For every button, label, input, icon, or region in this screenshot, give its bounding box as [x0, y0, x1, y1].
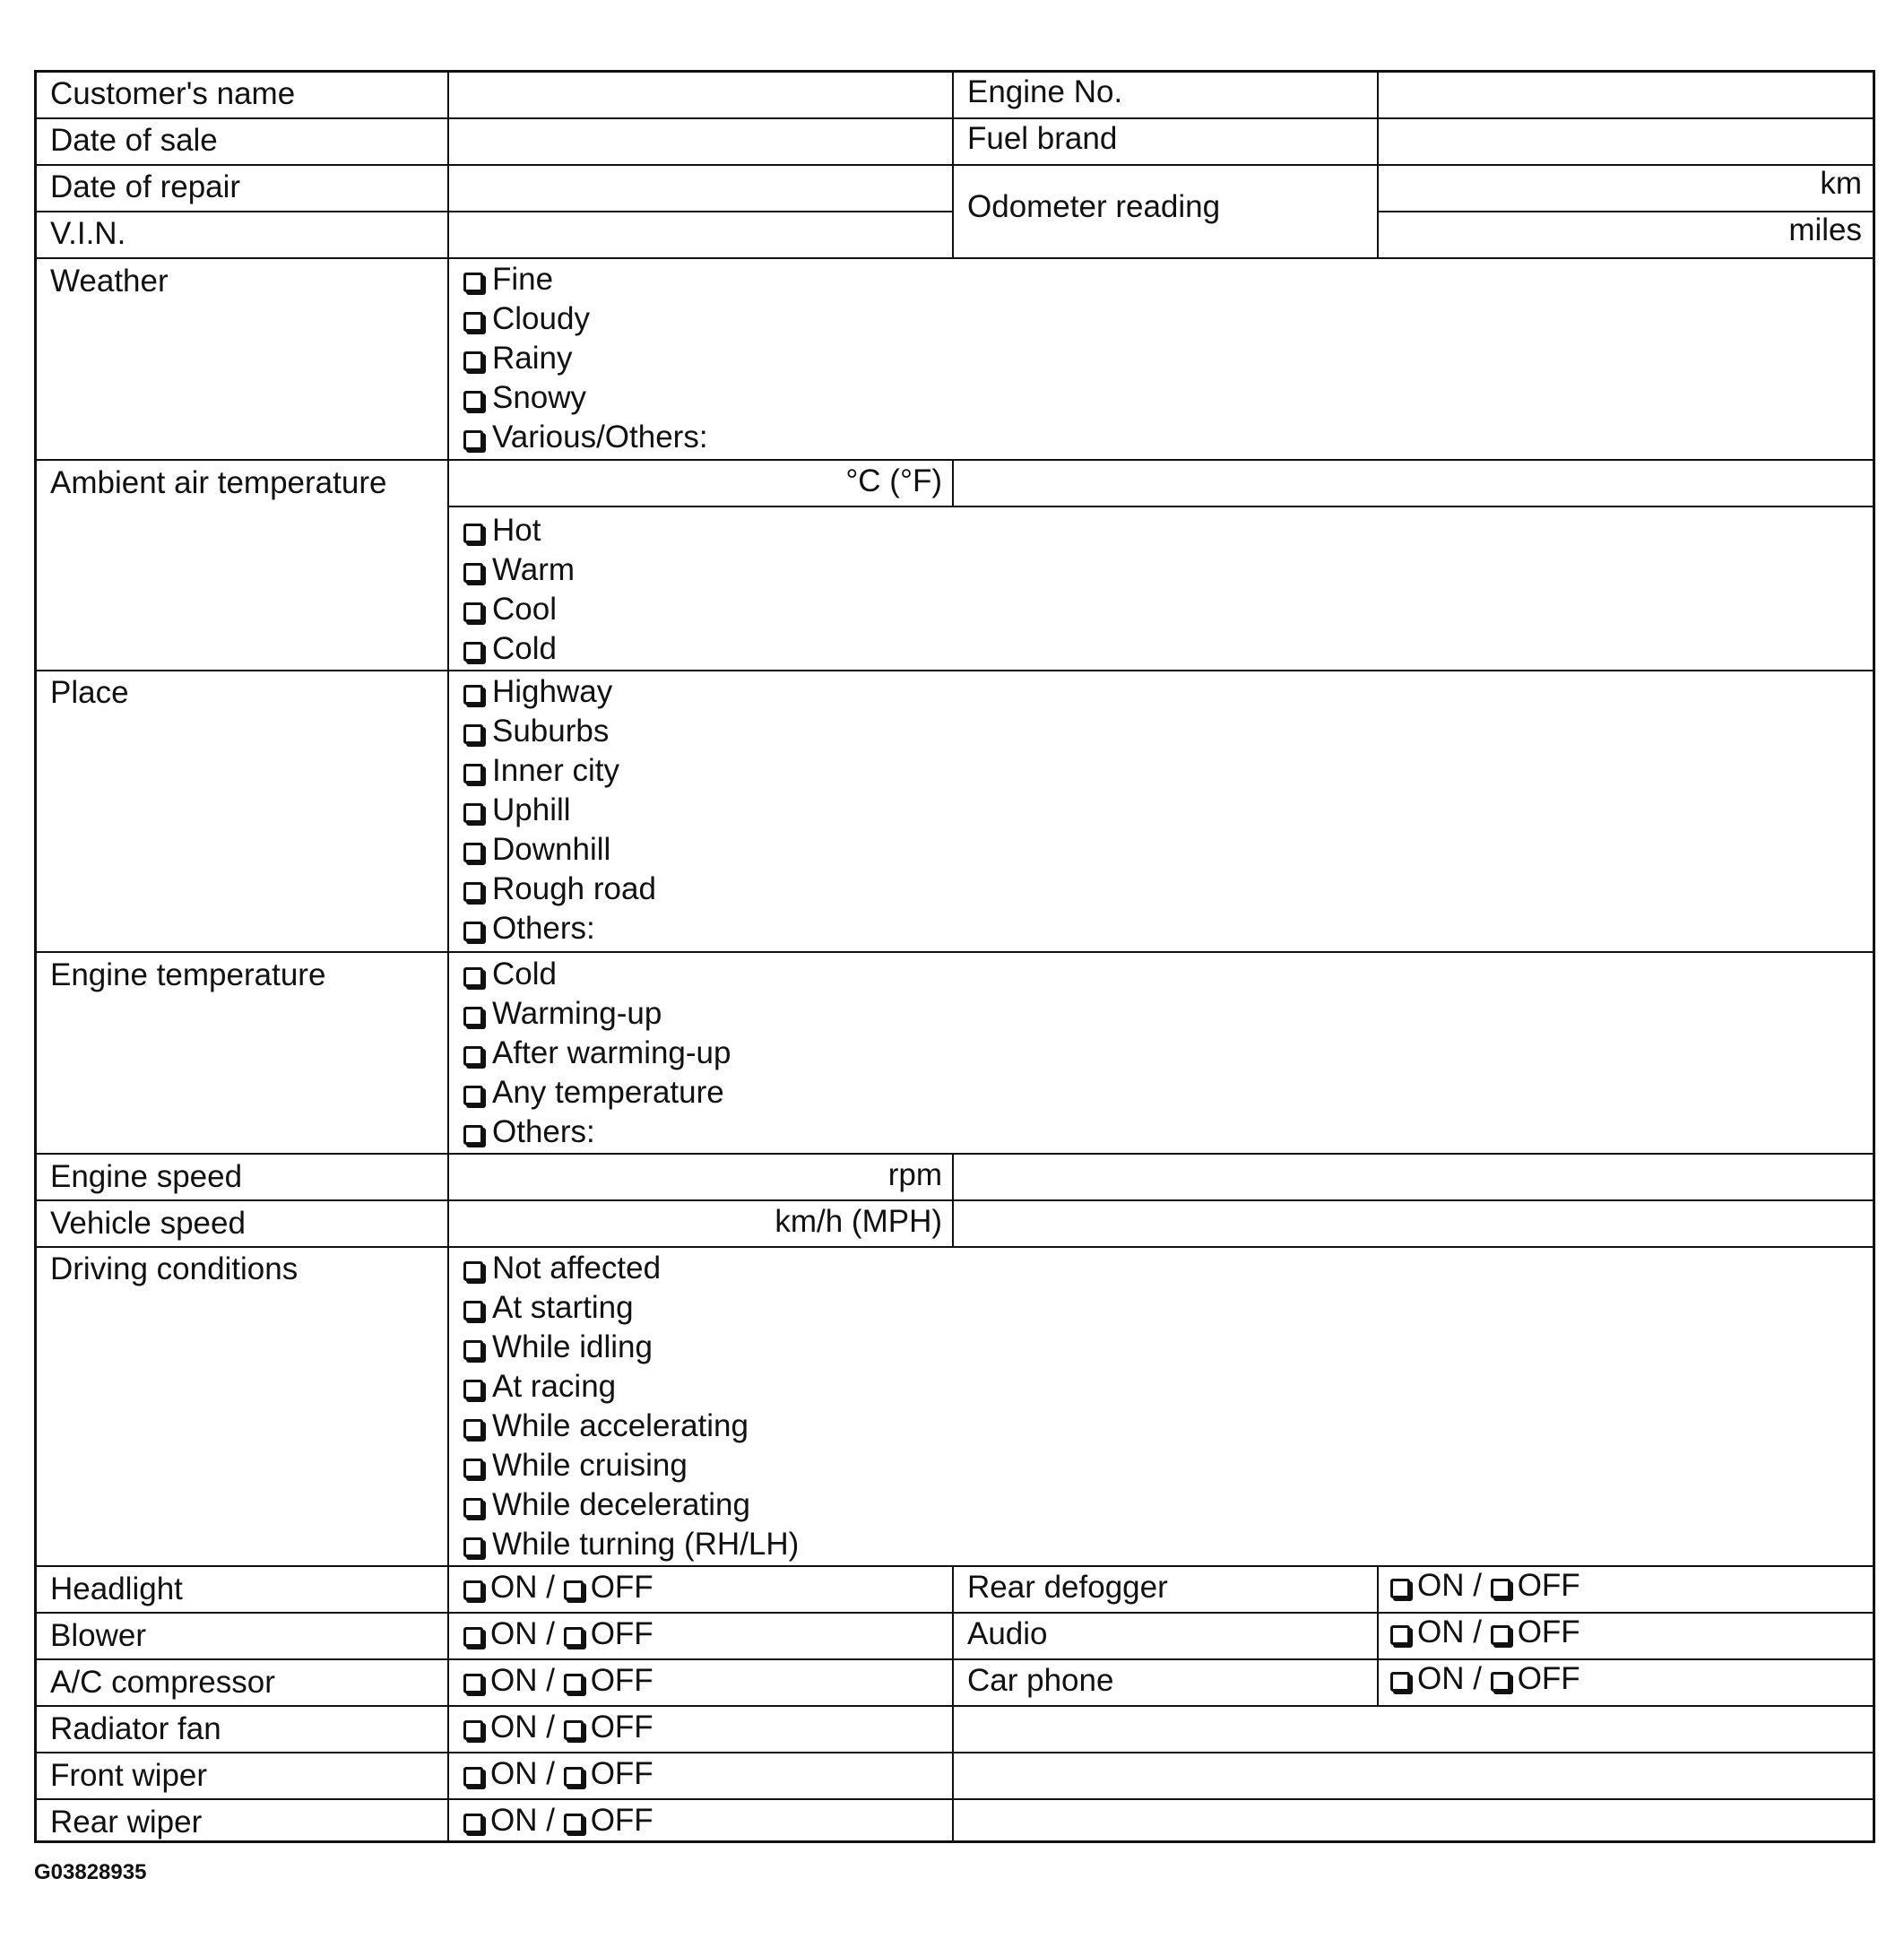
ambient-option[interactable]: Cold [463, 629, 557, 669]
row-divider [37, 257, 1873, 259]
row-divider [37, 670, 1873, 671]
checkbox-icon[interactable] [564, 1814, 584, 1833]
headlight-label: Headlight [50, 1571, 183, 1606]
car-phone-label: Car phone [967, 1663, 1114, 1698]
column-divider [952, 1565, 954, 1840]
row-divider [37, 1752, 1873, 1753]
rear-wiper-on-off[interactable]: ON / OFF [463, 1801, 653, 1840]
checkbox-icon[interactable] [463, 563, 483, 583]
row-divider [37, 1612, 1873, 1614]
weather-option[interactable]: Cloudy [463, 299, 590, 339]
driving-option[interactable]: While turning (RH/LH) [463, 1525, 799, 1564]
fuel-brand-label: Fuel brand [967, 121, 1118, 156]
rear-defogger-on-off[interactable]: ON / OFF [1390, 1566, 1580, 1606]
checkbox-icon[interactable] [564, 1767, 584, 1787]
figure-code: G03828935 [34, 1860, 147, 1884]
checkbox-icon[interactable] [463, 967, 483, 987]
checkbox-icon[interactable] [463, 1814, 483, 1833]
front-wiper-label: Front wiper [50, 1758, 208, 1793]
driving-option[interactable]: While idling [463, 1328, 653, 1367]
checkbox-icon[interactable] [463, 922, 483, 941]
place-option[interactable]: Others: [463, 909, 595, 948]
headlight-on-off[interactable]: ON / OFF [463, 1568, 653, 1607]
checkbox-icon[interactable] [463, 1720, 483, 1740]
place-option[interactable]: Downhill [463, 830, 610, 870]
car-phone-on-off[interactable]: ON / OFF [1390, 1659, 1580, 1699]
checkbox-icon[interactable] [564, 1720, 584, 1740]
checkbox-icon[interactable] [463, 1537, 483, 1557]
vehicle-speed-unit: km/h (MPH) [775, 1204, 942, 1239]
checkbox-icon[interactable] [463, 1419, 483, 1439]
diagnosis-form [34, 70, 1875, 1843]
place-label: Place [50, 675, 129, 710]
weather-option[interactable]: Rainy [463, 339, 572, 378]
row-divider [37, 1246, 1873, 1248]
audio-label: Audio [967, 1616, 1048, 1651]
ac-compressor-on-off[interactable]: ON / OFF [463, 1661, 653, 1701]
checkbox-icon[interactable] [463, 1459, 483, 1478]
front-wiper-on-off[interactable]: ON / OFF [463, 1754, 653, 1794]
radiator-fan-label: Radiator fan [50, 1711, 221, 1746]
checkbox-icon[interactable] [463, 1125, 483, 1145]
odometer-miles-unit: miles [1788, 212, 1862, 247]
place-option[interactable]: Highway [463, 672, 612, 712]
checkbox-icon[interactable] [463, 1007, 483, 1026]
row-divider [37, 1658, 1873, 1660]
column-divider [952, 73, 954, 257]
row-divider [37, 117, 1873, 119]
checkbox-icon[interactable] [463, 430, 483, 450]
checkbox-icon[interactable] [463, 273, 483, 292]
checkbox-icon[interactable] [463, 685, 483, 705]
rear-wiper-label: Rear wiper [50, 1805, 203, 1840]
row-divider [37, 459, 1873, 461]
ambient-option[interactable]: Cool [463, 590, 557, 629]
checkbox-icon[interactable] [463, 524, 483, 543]
engine-speed-unit: rpm [887, 1157, 942, 1192]
date-of-sale-label: Date of sale [50, 123, 218, 158]
odometer-km-unit: km [1820, 166, 1862, 201]
checkbox-icon[interactable] [1390, 1579, 1410, 1598]
row-divider [37, 1153, 1873, 1155]
checkbox-icon[interactable] [1390, 1625, 1410, 1645]
driving-conditions-label: Driving conditions [50, 1251, 299, 1286]
checkbox-icon[interactable] [564, 1627, 584, 1647]
driving-option[interactable]: While decelerating [463, 1485, 750, 1525]
checkbox-icon[interactable] [1390, 1672, 1410, 1692]
row-divider [37, 1798, 1873, 1800]
checkbox-icon[interactable] [463, 1046, 483, 1066]
place-option[interactable]: Suburbs [463, 712, 609, 751]
checkbox-icon[interactable] [463, 1301, 483, 1320]
place-option[interactable]: Rough road [463, 870, 656, 909]
customers-name-label: Customer's name [50, 76, 296, 111]
column-divider [447, 73, 449, 1840]
engine-temp-label: Engine temperature [50, 957, 326, 992]
weather-option[interactable]: Snowy [463, 378, 586, 418]
column-divider [1377, 1565, 1379, 1705]
driving-option[interactable]: While cruising [463, 1446, 688, 1485]
weather-option[interactable]: Various/Others: [463, 418, 708, 457]
ambient-temp-label: Ambient air temperature [50, 465, 387, 500]
checkbox-icon[interactable] [463, 882, 483, 902]
date-of-repair-label: Date of repair [50, 169, 241, 204]
checkbox-icon[interactable] [463, 1580, 483, 1600]
ambient-option[interactable]: Hot [463, 511, 541, 550]
column-divider [1377, 73, 1379, 257]
radiator-fan-on-off[interactable]: ON / OFF [463, 1708, 653, 1747]
column-divider [952, 1153, 954, 1246]
column-divider [952, 459, 954, 506]
blower-label: Blower [50, 1618, 146, 1653]
odometer-label: Odometer reading [967, 189, 1221, 224]
vehicle-speed-label: Vehicle speed [50, 1206, 246, 1241]
checkbox-icon[interactable] [463, 642, 483, 662]
row-divider [37, 1199, 1873, 1201]
checkbox-icon[interactable] [463, 351, 483, 371]
engine-temp-option[interactable]: Cold [463, 955, 557, 994]
checkbox-icon[interactable] [463, 1340, 483, 1360]
driving-option[interactable]: Not affected [463, 1249, 661, 1288]
checkbox-icon[interactable] [564, 1580, 584, 1600]
engine-temp-option[interactable]: Others: [463, 1113, 595, 1152]
engine-temp-option[interactable]: Warming-up [463, 994, 662, 1034]
vin-label: V.I.N. [50, 216, 126, 251]
row-divider [37, 1705, 1873, 1707]
row-divider [37, 211, 952, 212]
ambient-option[interactable]: Warm [463, 550, 575, 590]
checkbox-icon[interactable] [463, 602, 483, 622]
row-divider [447, 506, 1873, 507]
checkbox-icon[interactable] [463, 1627, 483, 1647]
checkbox-icon[interactable] [463, 391, 483, 411]
rear-defogger-label: Rear defogger [967, 1570, 1168, 1605]
audio-on-off[interactable]: ON / OFF [1390, 1613, 1580, 1652]
checkbox-icon[interactable] [463, 1674, 483, 1693]
checkbox-icon[interactable] [463, 1086, 483, 1105]
engine-temp-option[interactable]: Any temperature [463, 1073, 724, 1113]
place-option[interactable]: Inner city [463, 751, 619, 791]
checkbox-icon[interactable] [1491, 1579, 1510, 1598]
weather-option[interactable]: Fine [463, 260, 553, 299]
engine-no-label: Engine No. [967, 74, 1123, 109]
ambient-temp-unit: °C (°F) [845, 463, 942, 498]
checkbox-icon[interactable] [463, 312, 483, 332]
checkbox-icon[interactable] [463, 1380, 483, 1399]
checkbox-icon[interactable] [564, 1674, 584, 1693]
checkbox-icon[interactable] [463, 843, 483, 862]
weather-label: Weather [50, 264, 169, 299]
driving-option[interactable]: While accelerating [463, 1407, 749, 1446]
row-divider [37, 164, 1873, 166]
engine-temp-option[interactable]: After warming-up [463, 1034, 731, 1073]
driving-option[interactable]: At starting [463, 1288, 634, 1328]
engine-speed-label: Engine speed [50, 1159, 243, 1194]
checkbox-icon[interactable] [1491, 1625, 1510, 1645]
checkbox-icon[interactable] [463, 1261, 483, 1281]
driving-option[interactable]: At racing [463, 1367, 616, 1407]
checkbox-icon[interactable] [463, 803, 483, 823]
place-option[interactable]: Uphill [463, 791, 571, 830]
row-divider [37, 1565, 1873, 1567]
ac-compressor-label: A/C compressor [50, 1665, 275, 1700]
checkbox-icon[interactable] [463, 1498, 483, 1518]
checkbox-icon[interactable] [463, 724, 483, 744]
checkbox-icon[interactable] [1491, 1672, 1510, 1692]
row-divider [37, 951, 1873, 953]
blower-on-off[interactable]: ON / OFF [463, 1615, 653, 1654]
checkbox-icon[interactable] [463, 764, 483, 784]
checkbox-icon[interactable] [463, 1767, 483, 1787]
